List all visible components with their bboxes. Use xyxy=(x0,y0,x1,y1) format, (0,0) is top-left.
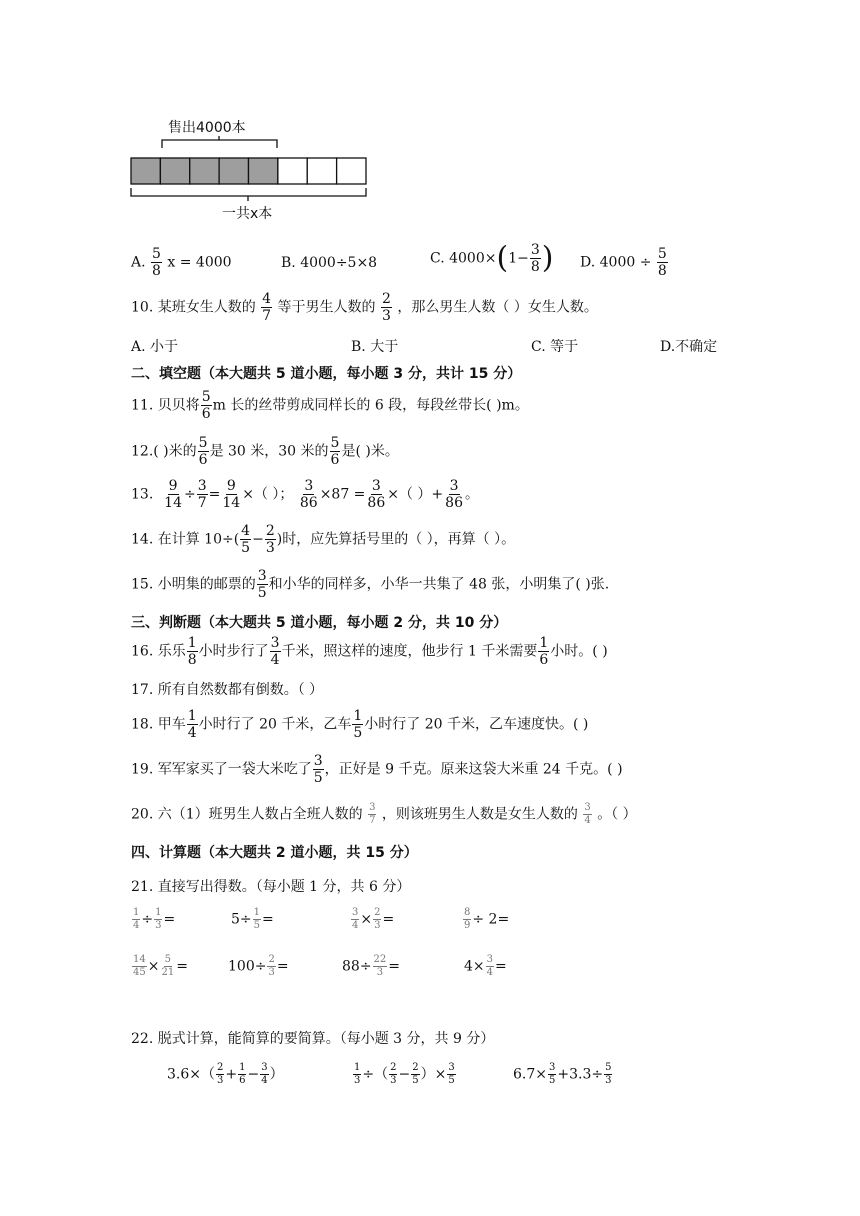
q9-option-a: A. $\frac{5}{8}$ x = 4000 xyxy=(131,246,232,279)
fraction: $\frac{1}{3}$ xyxy=(155,907,162,931)
fraction: $\frac{1}{6}$ xyxy=(539,635,549,668)
bar-cell-shaded xyxy=(219,158,248,184)
fraction: $\frac{3}{4}$ xyxy=(352,907,359,931)
bar-cell-shaded xyxy=(190,158,219,184)
fraction: $\frac{4}{5}$ xyxy=(241,523,251,556)
question-12: 12.( )米的 $\frac{5}{6}$ 是 30 米，30 米的 $\frac{5}{6}$ 是( )米。 xyxy=(131,435,399,468)
q21-item-4: $\frac{8}{9}$ ÷ 2= xyxy=(464,907,510,931)
q9-option-c: C. 4000×(1− $\frac{3}{8}$ ) xyxy=(430,240,554,276)
diagram-bottom-label: 一共x本 xyxy=(222,206,273,222)
fraction: $\frac{2}{3}$ xyxy=(217,1062,224,1086)
fraction: $\frac{4}{7}$ xyxy=(262,291,272,324)
fraction: $\frac{3}{5}$ xyxy=(313,753,323,786)
section-4-heading: 四、计算题（本大题共 2 道小题，共 15 分） xyxy=(131,845,418,861)
fraction: $\frac{1}{4}$ xyxy=(133,907,140,931)
q21-item-7: 88÷ $\frac{22}{3}$ = xyxy=(342,954,401,978)
diagram-top-label: 售出4000本 xyxy=(168,120,246,136)
bar-cell-empty xyxy=(278,158,307,184)
q21-item-5: $\frac{14}{45}$ × $\frac{5}{21}$ = xyxy=(133,954,188,978)
fraction: $\frac{5}{6}$ xyxy=(198,435,208,468)
q9-option-d: D. 4000 ÷ $\frac{5}{8}$ xyxy=(580,246,667,279)
fraction: $\frac{2}{5}$ xyxy=(412,1062,419,1086)
question-13: 13. $\frac{9}{14}$ ÷ $\frac{3}{7}$ = $\frac{9}{14}$ ×（ ）； $\frac{3}{86}$ ×87 = $\frac{3}{86}$ ×（ ）+ $\frac{3}{86}$ 。 xyxy=(131,478,479,511)
question-20: 20. 六（1）班男生人数占全班人数的 $\frac{3}{7}$ ，则该班男生人数是女生人数的 $\frac{3}{4}$ 。（ ） xyxy=(131,802,637,826)
fraction: $\frac{3}{4}$ xyxy=(261,1062,268,1086)
fraction: $\frac{3}{7}$ xyxy=(197,478,207,511)
question-19: 19. 军军家买了一袋大米吃了 $\frac{3}{5}$ ，正好是 9 千克。原来这袋大米重 24 千克。( ) xyxy=(131,753,623,786)
question-15: 15. 小明集的邮票的 $\frac{3}{5}$ 和小华的同样多，小华一共集了 48 张，小明集了( )张. xyxy=(131,568,610,601)
fraction: $\frac{1}{3}$ xyxy=(354,1062,361,1086)
fraction: $\frac{3}{86}$ xyxy=(299,478,318,511)
q10-option-c: C. 等于 xyxy=(531,339,579,355)
bar-cell-empty xyxy=(337,158,366,184)
fraction: $\frac{3}{4}$ xyxy=(270,635,280,668)
q21-item-6: 100÷ $\frac{2}{3}$ = xyxy=(228,954,289,978)
bar-diagram-svg xyxy=(0,0,860,230)
question-17: 17. 所有自然数都有倒数。（ ） xyxy=(131,682,324,698)
fraction: $\frac{5}{6}$ xyxy=(201,389,211,422)
fraction: $\frac{9}{14}$ xyxy=(222,478,241,511)
q22-expression-1: 3.6×（ $\frac{2}{3}$ + $\frac{1}{6}$ − $\frac{3}{4}$ ） xyxy=(167,1062,284,1086)
fraction: $\frac{2}{3}$ xyxy=(374,907,381,931)
fraction: $\frac{3}{4}$ xyxy=(584,802,591,826)
fraction: $\frac{5}{21}$ xyxy=(161,954,175,978)
fraction: $\frac{3}{4}$ xyxy=(486,954,494,978)
question-22-title: 22. 脱式计算，能简算的要简算。（每小题 3 分，共 9 分） xyxy=(131,1031,495,1047)
question-10: 10. 某班女生人数的 $\frac{4}{7}$ 等于男生人数的 $\frac{2}{3}$ ，那么男生人数（ ）女生人数。 xyxy=(131,291,598,324)
fraction: $\frac{1}{5}$ xyxy=(353,708,363,741)
q22-expression-2: $\frac{1}{3}$ ÷（ $\frac{2}{3}$ − $\frac{2}{5}$ ）× $\frac{3}{5}$ xyxy=(354,1062,455,1086)
question-16: 16. 乐乐 $\frac{1}{8}$ 小时步行了 $\frac{3}{4}$ 千米，照这样的速度，他步行 1 千米需要 $\frac{1}{6}$ 小时。( ) xyxy=(131,635,608,668)
fraction: $\frac{1}{6}$ xyxy=(239,1062,246,1086)
top-brace xyxy=(162,140,277,148)
fraction: $\frac{3}{8}$ xyxy=(530,242,540,275)
fraction: $\frac{3}{5}$ xyxy=(448,1062,455,1086)
section-2-heading: 二、填空题（本大题共 5 道小题，每小题 3 分，共计 15 分） xyxy=(131,366,522,382)
fraction: $\frac{2}{3}$ xyxy=(390,1062,397,1086)
fraction: $\frac{1}{8}$ xyxy=(187,635,197,668)
q10-option-a: A. 小于 xyxy=(131,339,179,355)
fraction: $\frac{9}{14}$ xyxy=(164,478,182,511)
q10-option-b: B. 大于 xyxy=(351,339,399,355)
q21-item-2: 5÷ $\frac{1}{5}$ = xyxy=(231,907,274,931)
fraction: $\frac{3}{86}$ xyxy=(445,478,463,511)
q21-item-8: 4× $\frac{3}{4}$ = xyxy=(464,954,507,978)
fraction: $\frac{2}{3}$ xyxy=(382,291,391,324)
q21-item-3: $\frac{3}{4}$ × $\frac{2}{3}$ = xyxy=(352,907,395,931)
q21-item-1: $\frac{1}{4}$ ÷ $\frac{1}{3}$ = xyxy=(133,907,176,931)
question-21-title: 21. 直接写出得数。（每小题 1 分，共 6 分） xyxy=(131,879,411,895)
fraction: $\frac{5}{3}$ xyxy=(605,1062,612,1086)
fraction: $\frac{3}{86}$ xyxy=(367,478,386,511)
question-14: 14. 在计算 10÷( $\frac{4}{5}$ − $\frac{2}{3}$ )时，应先算括号里的（ ），再算（ ）。 xyxy=(131,523,516,556)
fraction: $\frac{2}{3}$ xyxy=(268,954,275,978)
fraction: $\frac{3}{5}$ xyxy=(549,1062,556,1086)
fraction: $\frac{3}{5}$ xyxy=(257,568,267,601)
section-3-heading: 三、判断题（本大题共 5 道小题，每小题 2 分，共 10 分） xyxy=(131,615,508,631)
fraction: $\frac{1}{5}$ xyxy=(253,907,261,931)
fraction: $\frac{5}{8}$ xyxy=(657,246,667,279)
fraction: $\frac{2}{3}$ xyxy=(265,523,275,556)
q10-option-d: D.不确定 xyxy=(660,339,718,355)
bar-cells xyxy=(131,158,366,184)
fraction: $\frac{5}{6}$ xyxy=(330,435,340,468)
fraction: $\frac{1}{4}$ xyxy=(187,708,197,741)
bar-cell-empty xyxy=(307,158,336,184)
fraction: $\frac{14}{45}$ xyxy=(133,954,146,978)
fraction: $\frac{3}{7}$ xyxy=(369,802,376,826)
bar-cell-shaded xyxy=(249,158,278,184)
bottom-brace xyxy=(131,188,366,196)
fraction: $\frac{8}{9}$ xyxy=(464,907,471,931)
fraction: $\frac{22}{3}$ xyxy=(373,954,387,978)
bar-cell-shaded xyxy=(160,158,189,184)
q9-option-b: B. 4000÷5×8 xyxy=(281,255,378,271)
question-18: 18. 甲车 $\frac{1}{4}$ 小时行了 20 千米，乙车 $\frac{1}{5}$ 小时行了 20 千米，乙车速度快。( ) xyxy=(131,708,589,741)
q22-expression-3: 6.7× $\frac{3}{5}$ +3.3÷ $\frac{5}{3}$ xyxy=(513,1062,612,1086)
bar-cell-shaded xyxy=(131,158,160,184)
fraction: $\frac{5}{8}$ xyxy=(152,246,161,279)
question-11: 11. 贝贝将 $\frac{5}{6}$ m 长的丝带剪成同样长的 6 段，每段丝带长( )m。 xyxy=(131,389,529,422)
